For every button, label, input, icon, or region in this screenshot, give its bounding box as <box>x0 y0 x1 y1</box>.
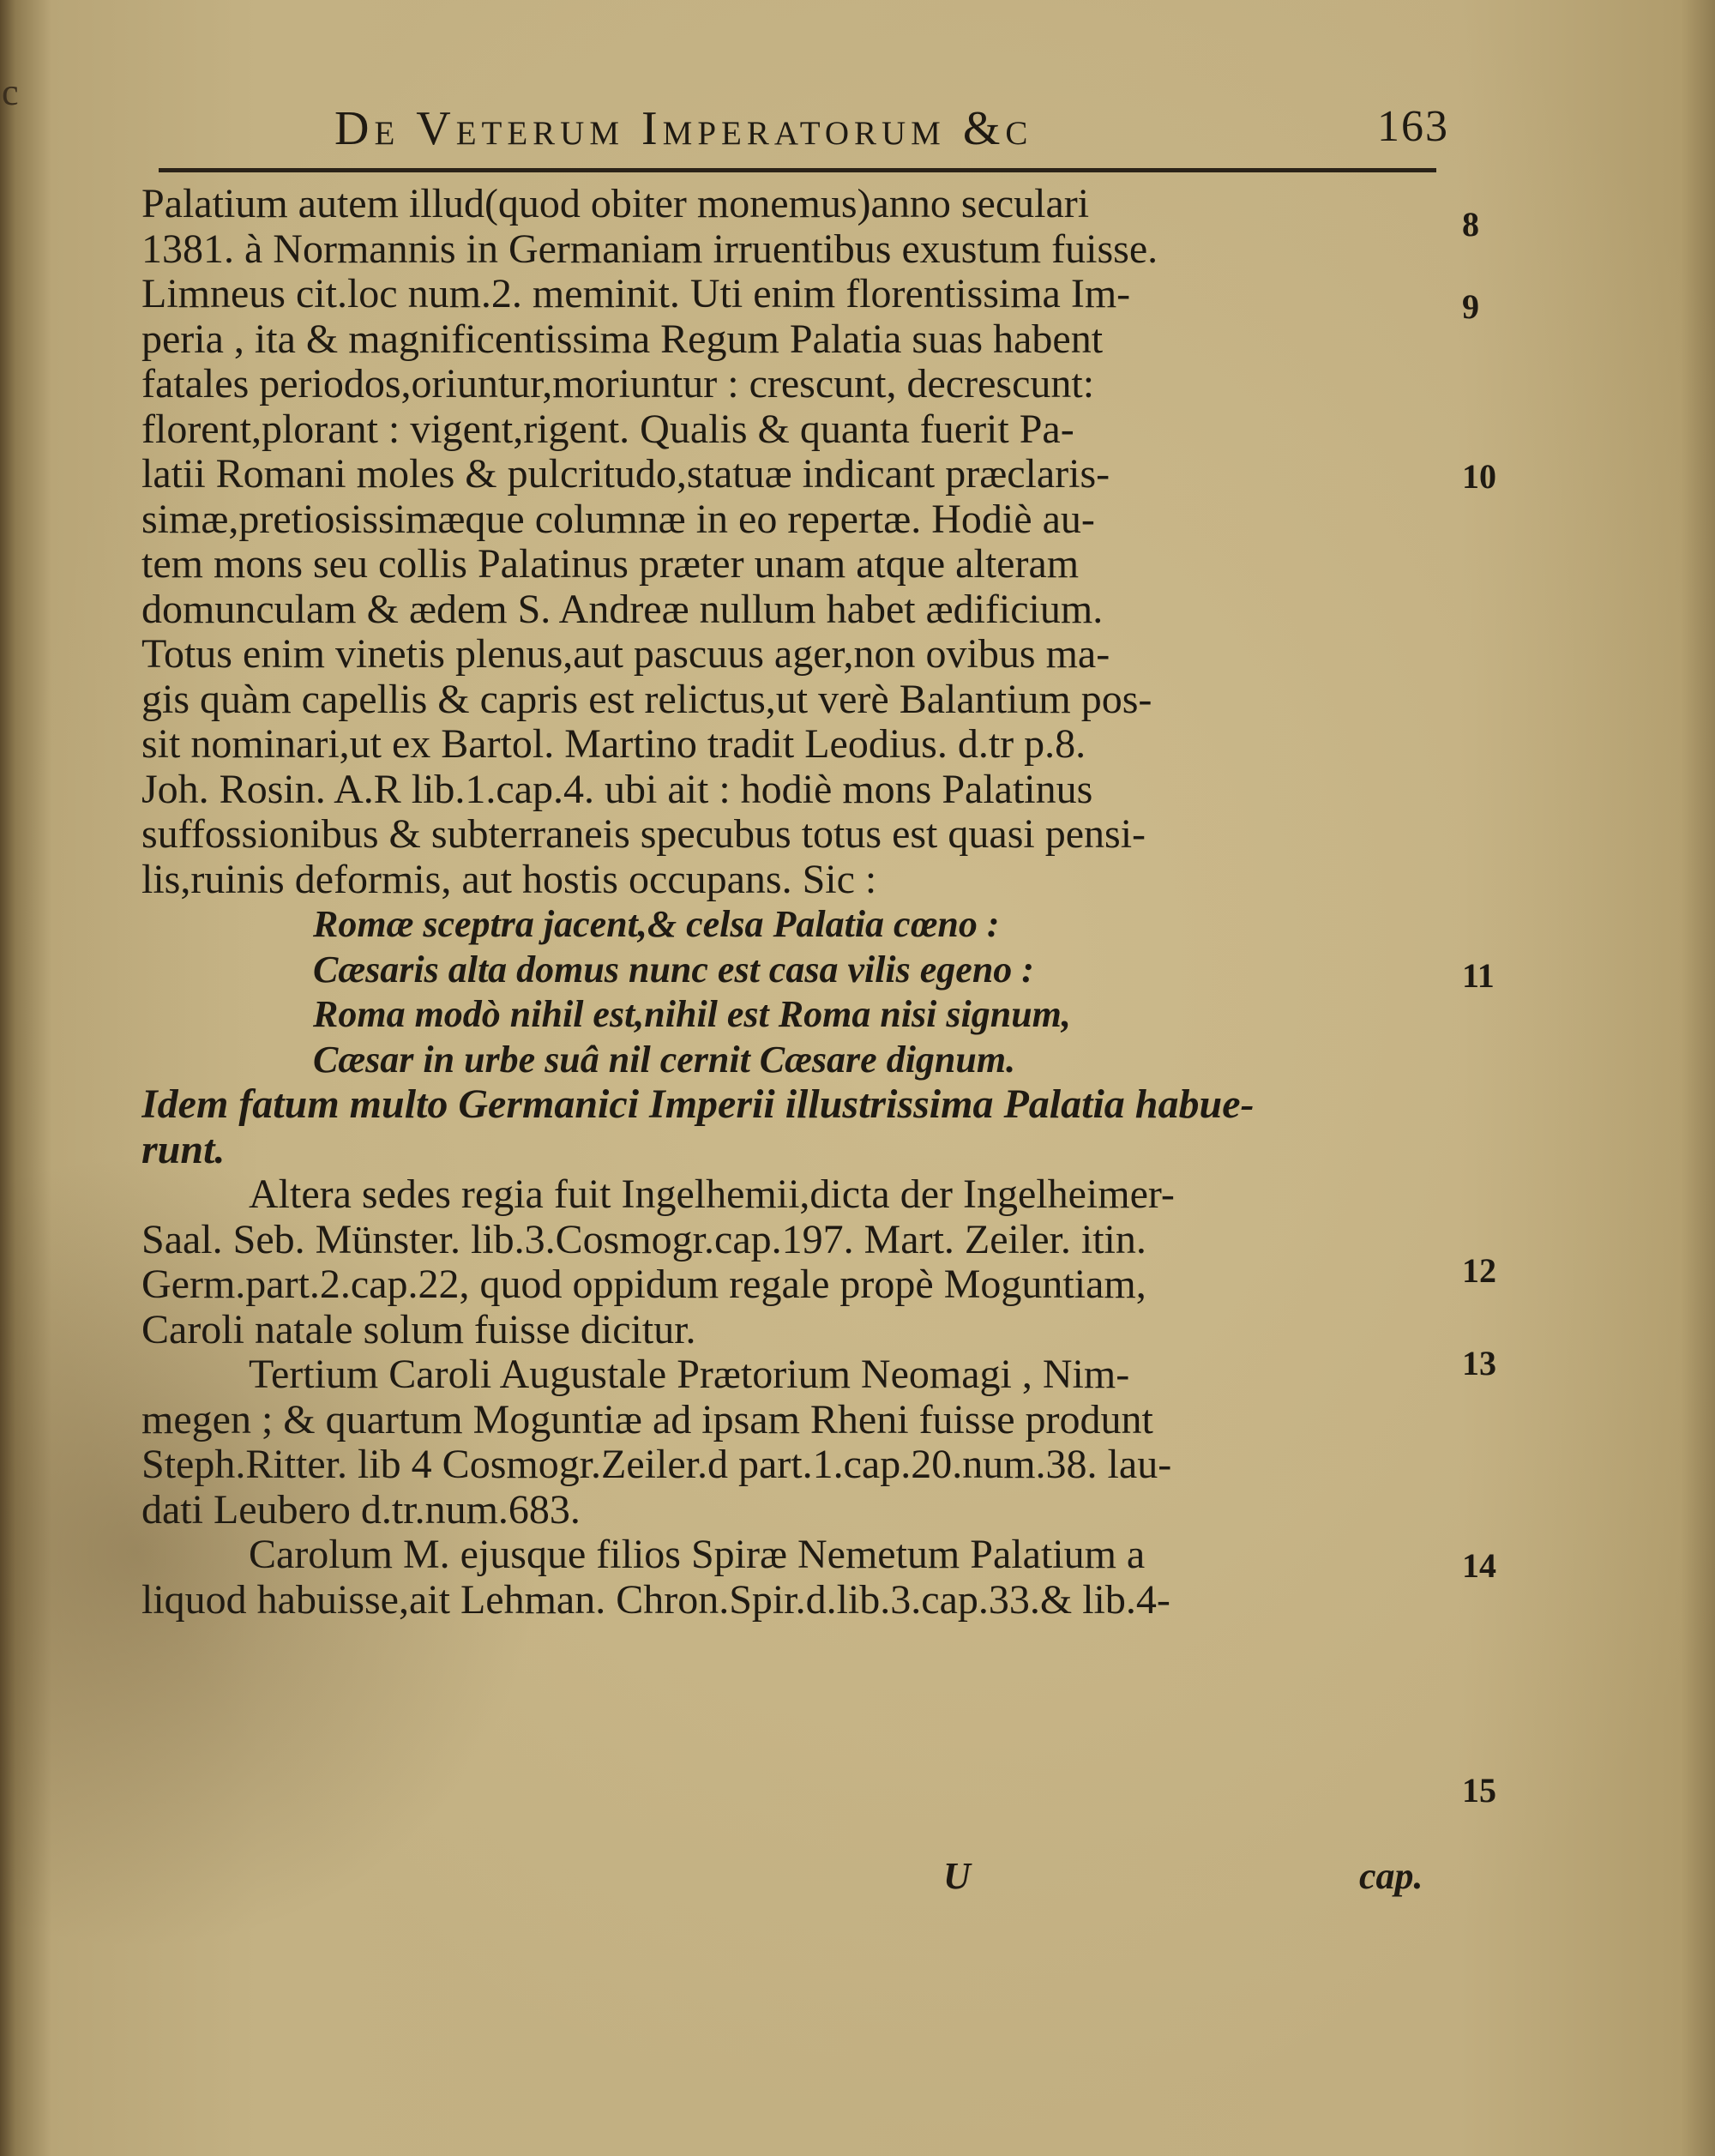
text-line: fatales periodos,oriuntur,moriuntur : crescunt, decrescunt: <box>141 362 1095 407</box>
edge-mark: c <box>2 71 19 113</box>
poem-line: Romæ sceptra jacent,& celsa Palatia cœno : <box>313 903 1000 945</box>
text-line: suffossionibus & subterraneis specubus totus est quasi pensi- <box>141 812 1146 857</box>
text-line: 1381. à Normannis in Germaniam irruentibus exustum fuisse. <box>141 226 1158 272</box>
text-line: Tertium Caroli Augustale Prætorium Neomagi , Nim- <box>249 1352 1130 1397</box>
text-line: Caroli natale solum fuisse dicitur. <box>141 1307 696 1352</box>
text-line: Palatium autem illud(quod obiter monemus)anno seculari <box>141 182 1090 226</box>
margin-number: 9 <box>1462 287 1479 326</box>
text-line: liquod habuisse,ait Lehman. Chron.Spir.d.lib.3.cap.33.& lib.4- <box>141 1577 1170 1623</box>
text-line: runt. <box>141 1127 226 1172</box>
text-line: Totus enim vinetis plenus,aut pascuus ager,non ovibus ma- <box>141 632 1110 677</box>
running-header <box>334 101 1449 161</box>
text-line: megen ; & quartum Moguntiæ ad ipsam Rheni fuisse produnt <box>141 1397 1153 1442</box>
header-title: De Veterum Imperatorum &c <box>334 102 1033 155</box>
text-line: Steph.Ritter. lib 4 Cosmogr.Zeiler.d part.1.cap.20.num.38. lau- <box>141 1442 1172 1487</box>
margin-number: 8 <box>1462 205 1479 244</box>
poem-line: Cæsar in urbe suâ nil cernit Cæsare dignum. <box>313 1038 1016 1081</box>
text-line: tem mons seu collis Palatinus præter unam atque alteram <box>141 542 1080 587</box>
text-line: Carolum M. ejusque filios Spiræ Nemetum Palatium a <box>249 1533 1146 1577</box>
text-line: Altera sedes regia fuit Ingelhemii,dicta der Ingelheimer- <box>249 1172 1175 1217</box>
text-line: lis,ruinis deformis, aut hostis occupans. Sic : <box>141 857 877 902</box>
margin-number: 15 <box>1462 1771 1496 1810</box>
text-line: Saal. Seb. Münster. lib.3.Cosmogr.cap.197. Mart. Zeiler. itin. <box>141 1217 1146 1262</box>
margin-number: 10 <box>1462 457 1496 496</box>
margin-number: 12 <box>1462 1251 1496 1290</box>
text-line: Limneus cit.loc num.2. meminit. Uti enim florentissima Im- <box>141 272 1131 316</box>
text-line: gis quàm capellis & capris est relictus,ut verè Balantium pos- <box>141 677 1152 722</box>
page-number: 163 <box>1377 102 1449 151</box>
body-text <box>141 182 1445 1623</box>
signature-mark: U <box>943 1855 971 1897</box>
text-line: sit nominari,ut ex Bartol. Martino tradit Leodius. d.tr p.8. <box>141 722 1086 767</box>
margin-number: 13 <box>1462 1344 1496 1382</box>
poem-line: Roma modò nihil est,nihil est Roma nisi signum, <box>313 993 1071 1035</box>
header-rule <box>159 168 1436 172</box>
text-line: peria , ita & magnificentissima Regum Palatia suas habent <box>141 316 1104 362</box>
margin-number: 11 <box>1462 956 1495 995</box>
catchword: cap. <box>1359 1855 1423 1897</box>
text-line: Joh. Rosin. A.R lib.1.cap.4. ubi ait : hodiè mons Palatinus <box>141 767 1093 812</box>
text-line: simæ,pretiosissimæque columnæ in eo repertæ. Hodiè au- <box>141 497 1095 542</box>
text-line: domunculam & ædem S. Andreæ nullum habet ædificium. <box>141 587 1104 632</box>
text-line: latii Romani moles & pulcritudo,statuæ indicant præclaris- <box>141 452 1110 497</box>
text-line: Germ.part.2.cap.22, quod oppidum regale propè Moguntiam, <box>141 1262 1146 1307</box>
margin-number: 14 <box>1462 1546 1496 1585</box>
text-line: Idem fatum multo Germanici Imperii illustrissima Palatia habue- <box>141 1082 1255 1127</box>
poem-line: Cæsaris alta domus nunc est casa vilis egeno : <box>313 948 1034 991</box>
text-line: florent,plorant : vigent,rigent. Qualis & quanta fuerit Pa- <box>141 407 1074 452</box>
text-line: dati Leubero d.tr.num.683. <box>141 1487 581 1533</box>
